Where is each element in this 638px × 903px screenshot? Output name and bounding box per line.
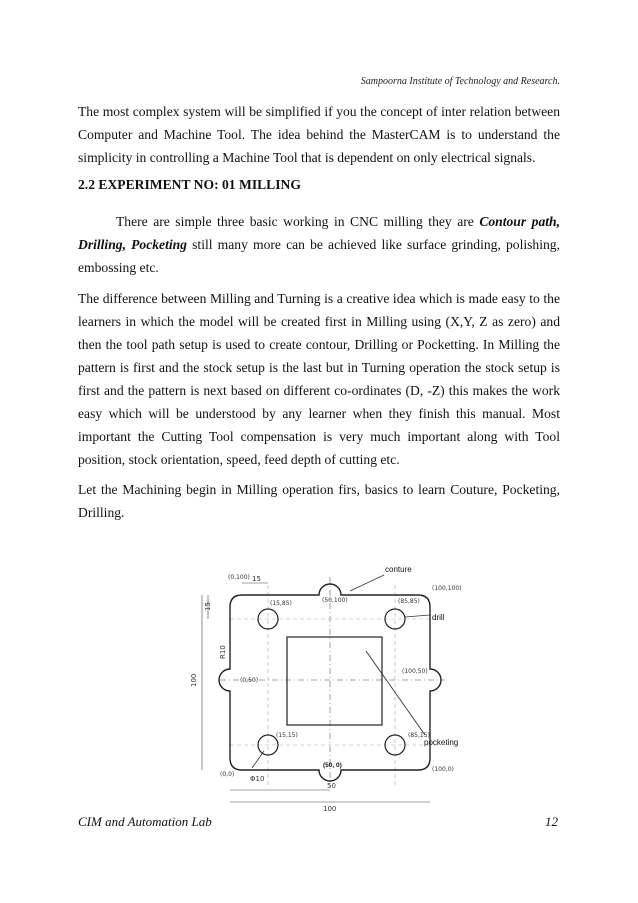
drill-leader bbox=[405, 615, 430, 617]
dim-50: 50 bbox=[327, 782, 336, 790]
p2-text-end: still many more can be achieved like surface grinding, polishing, embossing etc. bbox=[78, 237, 560, 275]
p2-emphasis: Contour path, Drilling, Pocketing bbox=[78, 214, 560, 252]
milling-drawing-figure bbox=[180, 555, 470, 817]
label-drill: drill bbox=[432, 613, 445, 622]
paragraph-machining-begin bbox=[78, 478, 560, 524]
dim-100-vertical: 100 bbox=[190, 673, 198, 687]
coord-50-100: (50,100) bbox=[322, 597, 348, 604]
intro-paragraph bbox=[78, 100, 560, 169]
p3-text: The difference between Milling and Turning is a creative idea which is made easy to the learners in which the model will be created first in Milling using (X,Y, Z as zero) and then the tool path setup is used to create contour, Drilling or Pocketting. In Milling the pattern is first and the stock setup is the last but in Turning operation the stock setup is first and the pattern is next based on different co-ordinates (D, -Z) this makes the work easy which will be understood by any learner when they finish this manual. Most important the Cutting Tool compensation is very much important along with Tool position, stock orientation, speed, feed depth of cutting etc. bbox=[78, 291, 560, 467]
coord-100-100: (100,100) bbox=[432, 585, 462, 592]
dim-r10: R10 bbox=[219, 645, 227, 659]
dim-15-top: 15 bbox=[252, 575, 261, 583]
label-pocketing: pocketing bbox=[424, 738, 459, 747]
pocketing-leader bbox=[366, 651, 425, 735]
coord-0-0: (0,0) bbox=[220, 771, 235, 778]
dim-diameter-10: Φ10 bbox=[250, 775, 265, 783]
footer-page-number: 12 bbox=[545, 814, 558, 829]
p2-text-start: There are simple three basic working in CNC milling they are bbox=[116, 214, 480, 229]
dim-15-side: 15 bbox=[204, 602, 212, 611]
coord-100-50: (100,50) bbox=[402, 668, 428, 675]
diameter-leader bbox=[252, 751, 264, 768]
page-header: Sampoorna Institute of Technology and Research. bbox=[360, 76, 560, 87]
coord-85-15: (85,15) bbox=[408, 732, 430, 739]
conture-leader bbox=[350, 575, 384, 591]
label-center-bottom: (50, 0) bbox=[323, 762, 342, 769]
footer-lab-name: CIM and Automation Lab bbox=[78, 814, 212, 829]
intro-text: The most complex system will be simplified if you the concept of inter relation between Computer and Machine Tool. The idea behind the MasterCAM is to understand the simplicity in controlling a Machine Tool that is dependent on only electrical signals. bbox=[78, 104, 560, 165]
paragraph-milling-turning bbox=[78, 287, 560, 471]
coord-100-0: (100,0) bbox=[432, 766, 454, 773]
coord-15-85: (15,85) bbox=[270, 600, 292, 607]
coord-0-50: (0,50) bbox=[240, 677, 259, 684]
coord-85-85: (85,85) bbox=[398, 598, 420, 605]
dim-100-horizontal: 100 bbox=[323, 805, 337, 813]
pocket-square bbox=[287, 637, 382, 725]
p4-text: Let the Machining begin in Milling operation firs, basics to learn Couture, Pocketing, Drilling. bbox=[78, 482, 560, 520]
paragraph-basic-operations bbox=[78, 210, 560, 279]
section-heading: 2.2 EXPERIMENT NO: 01 MILLING bbox=[78, 177, 301, 192]
milling-drawing bbox=[180, 555, 470, 817]
coord-15-15: (15,15) bbox=[276, 732, 298, 739]
coord-0-100: (0,100) bbox=[228, 574, 250, 581]
label-conture: conture bbox=[385, 565, 412, 574]
